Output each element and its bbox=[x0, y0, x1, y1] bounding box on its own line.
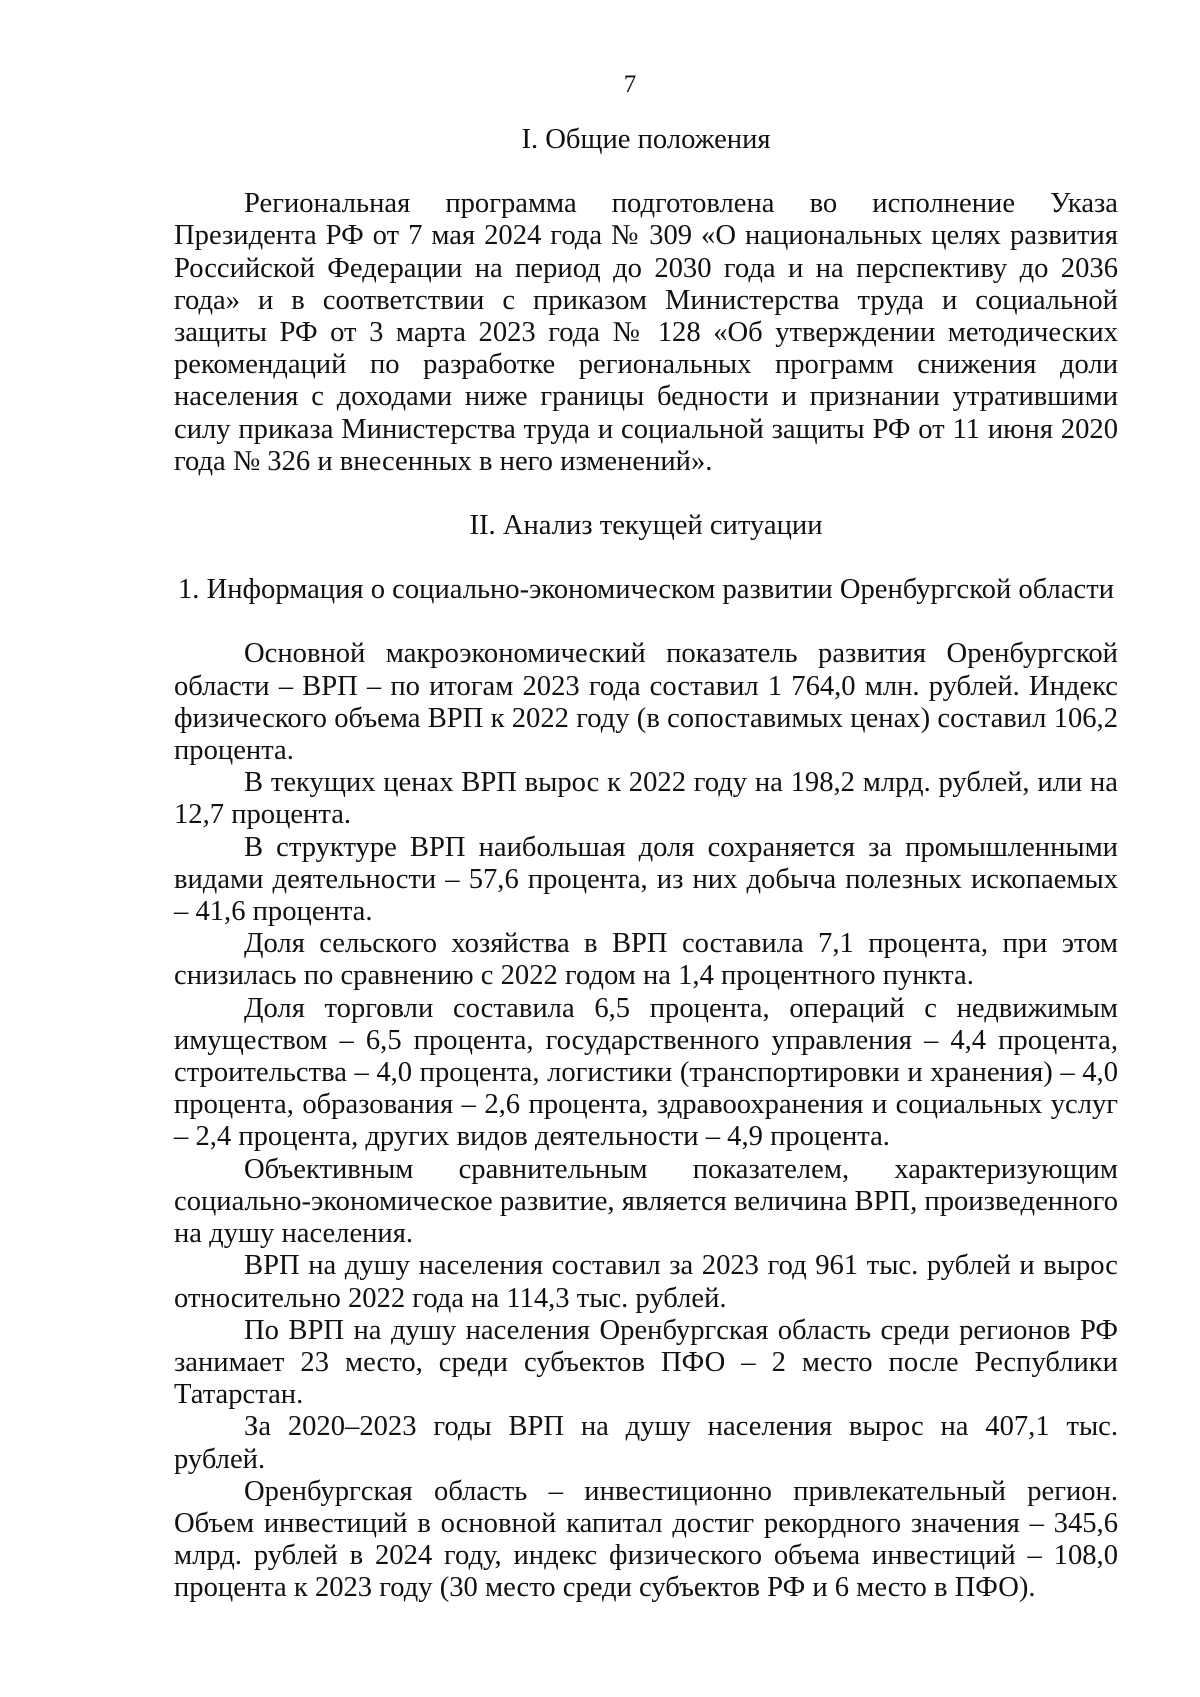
section-1-paragraph: Региональная программа подготовлена во исполнение Указа Президента РФ от 7 мая 2024 года № 309 «О национальных целях развития Российской Федерации на период до 2030 года и на перспективу до 2036 года» и в соответствии с приказом Министерства труда и социальной защиты РФ от 3 марта 2023 года № 128 «Об утверждении методических рекомендаций по разработке региональных программ снижения доли населения с доходами ниже границы бедности и признании утратившими силу приказа Министерства труда и социальной защиты РФ от 11 июня 2020 года № 326 и внесенных в него изменений». bbox=[174, 188, 1118, 477]
paragraph-grp-structure: В структуре ВРП наибольшая доля сохраняется за промышленными видами деятельности – 57,6 процента, из них добыча полезных ископаемых – 41,6 процента. bbox=[174, 831, 1118, 928]
paragraph-grp: Основной макроэкономический показатель развития Оренбургской области – ВРП – по итогам 2023 года составил 1 764,0 млн. рублей. Индекс физического объема ВРП к 2022 году (в сопоставимых ценах) составил 106,2 процента. bbox=[174, 638, 1118, 767]
paragraph-trade-shares: Доля торговли составила 6,5 процента, операций с недвижимым имуществом – 6,5 процента, государственного управления – 4,4 процента, строительства – 4,0 процента, логистики (транспортировки и хранения) – 4,0 процента, образования – 2,6 процента, здравоохранения и социальных услуг – 2,4 процента, других видов деятельности – 4,9 процента. bbox=[174, 992, 1118, 1153]
paragraph-grp-per-capita: ВРП на душу населения составил за 2023 год 961 тыс. рублей и вырос относительно 2022 года на 114,3 тыс. рублей. bbox=[174, 1250, 1118, 1314]
paragraph-comparative-indicator: Объективным сравнительным показателем, характеризующим социально-экономическое развитие, является величина ВРП, произведенного на душу населения. bbox=[174, 1153, 1118, 1250]
document-body bbox=[174, 124, 1118, 1605]
section-1-title: I. Общие положения bbox=[521, 124, 771, 155]
page-number: 7 bbox=[623, 71, 637, 98]
paragraph-agriculture: Доля сельского хозяйства в ВРП составила 7,1 процента, при этом снизилась по сравнению с 2022 годом на 1,4 процентного пункта. bbox=[174, 928, 1118, 992]
paragraph-investments: Оренбургская область – инвестиционно привлекательный регион. Объем инвестиций в основной капитал достиг рекордного значения – 345,6 млрд. рублей в 2024 году, индекс физического объема инвестиций – 108,0 процента к 2023 году (30 место среди субъектов РФ и 6 место в ПФО). bbox=[174, 1475, 1118, 1604]
subsection-1-title: 1. Информация о социально-экономическом развитии Оренбургской области bbox=[177, 574, 1115, 606]
paragraph-current-prices: В текущих ценах ВРП вырос к 2022 году на 198,2 млрд. рублей, или на 12,7 процента. bbox=[174, 767, 1118, 831]
paragraph-growth-2020-2023: За 2020–2023 годы ВРП на душу населения вырос на 407,1 тыс. рублей. bbox=[174, 1411, 1118, 1475]
paragraph-ranking: По ВРП на душу населения Оренбургская область среди регионов РФ занимает 23 место, среди субъектов ПФО – 2 место после Республики Татарстан. bbox=[174, 1314, 1118, 1411]
section-2-title: II. Анализ текущей ситуации bbox=[469, 510, 823, 542]
